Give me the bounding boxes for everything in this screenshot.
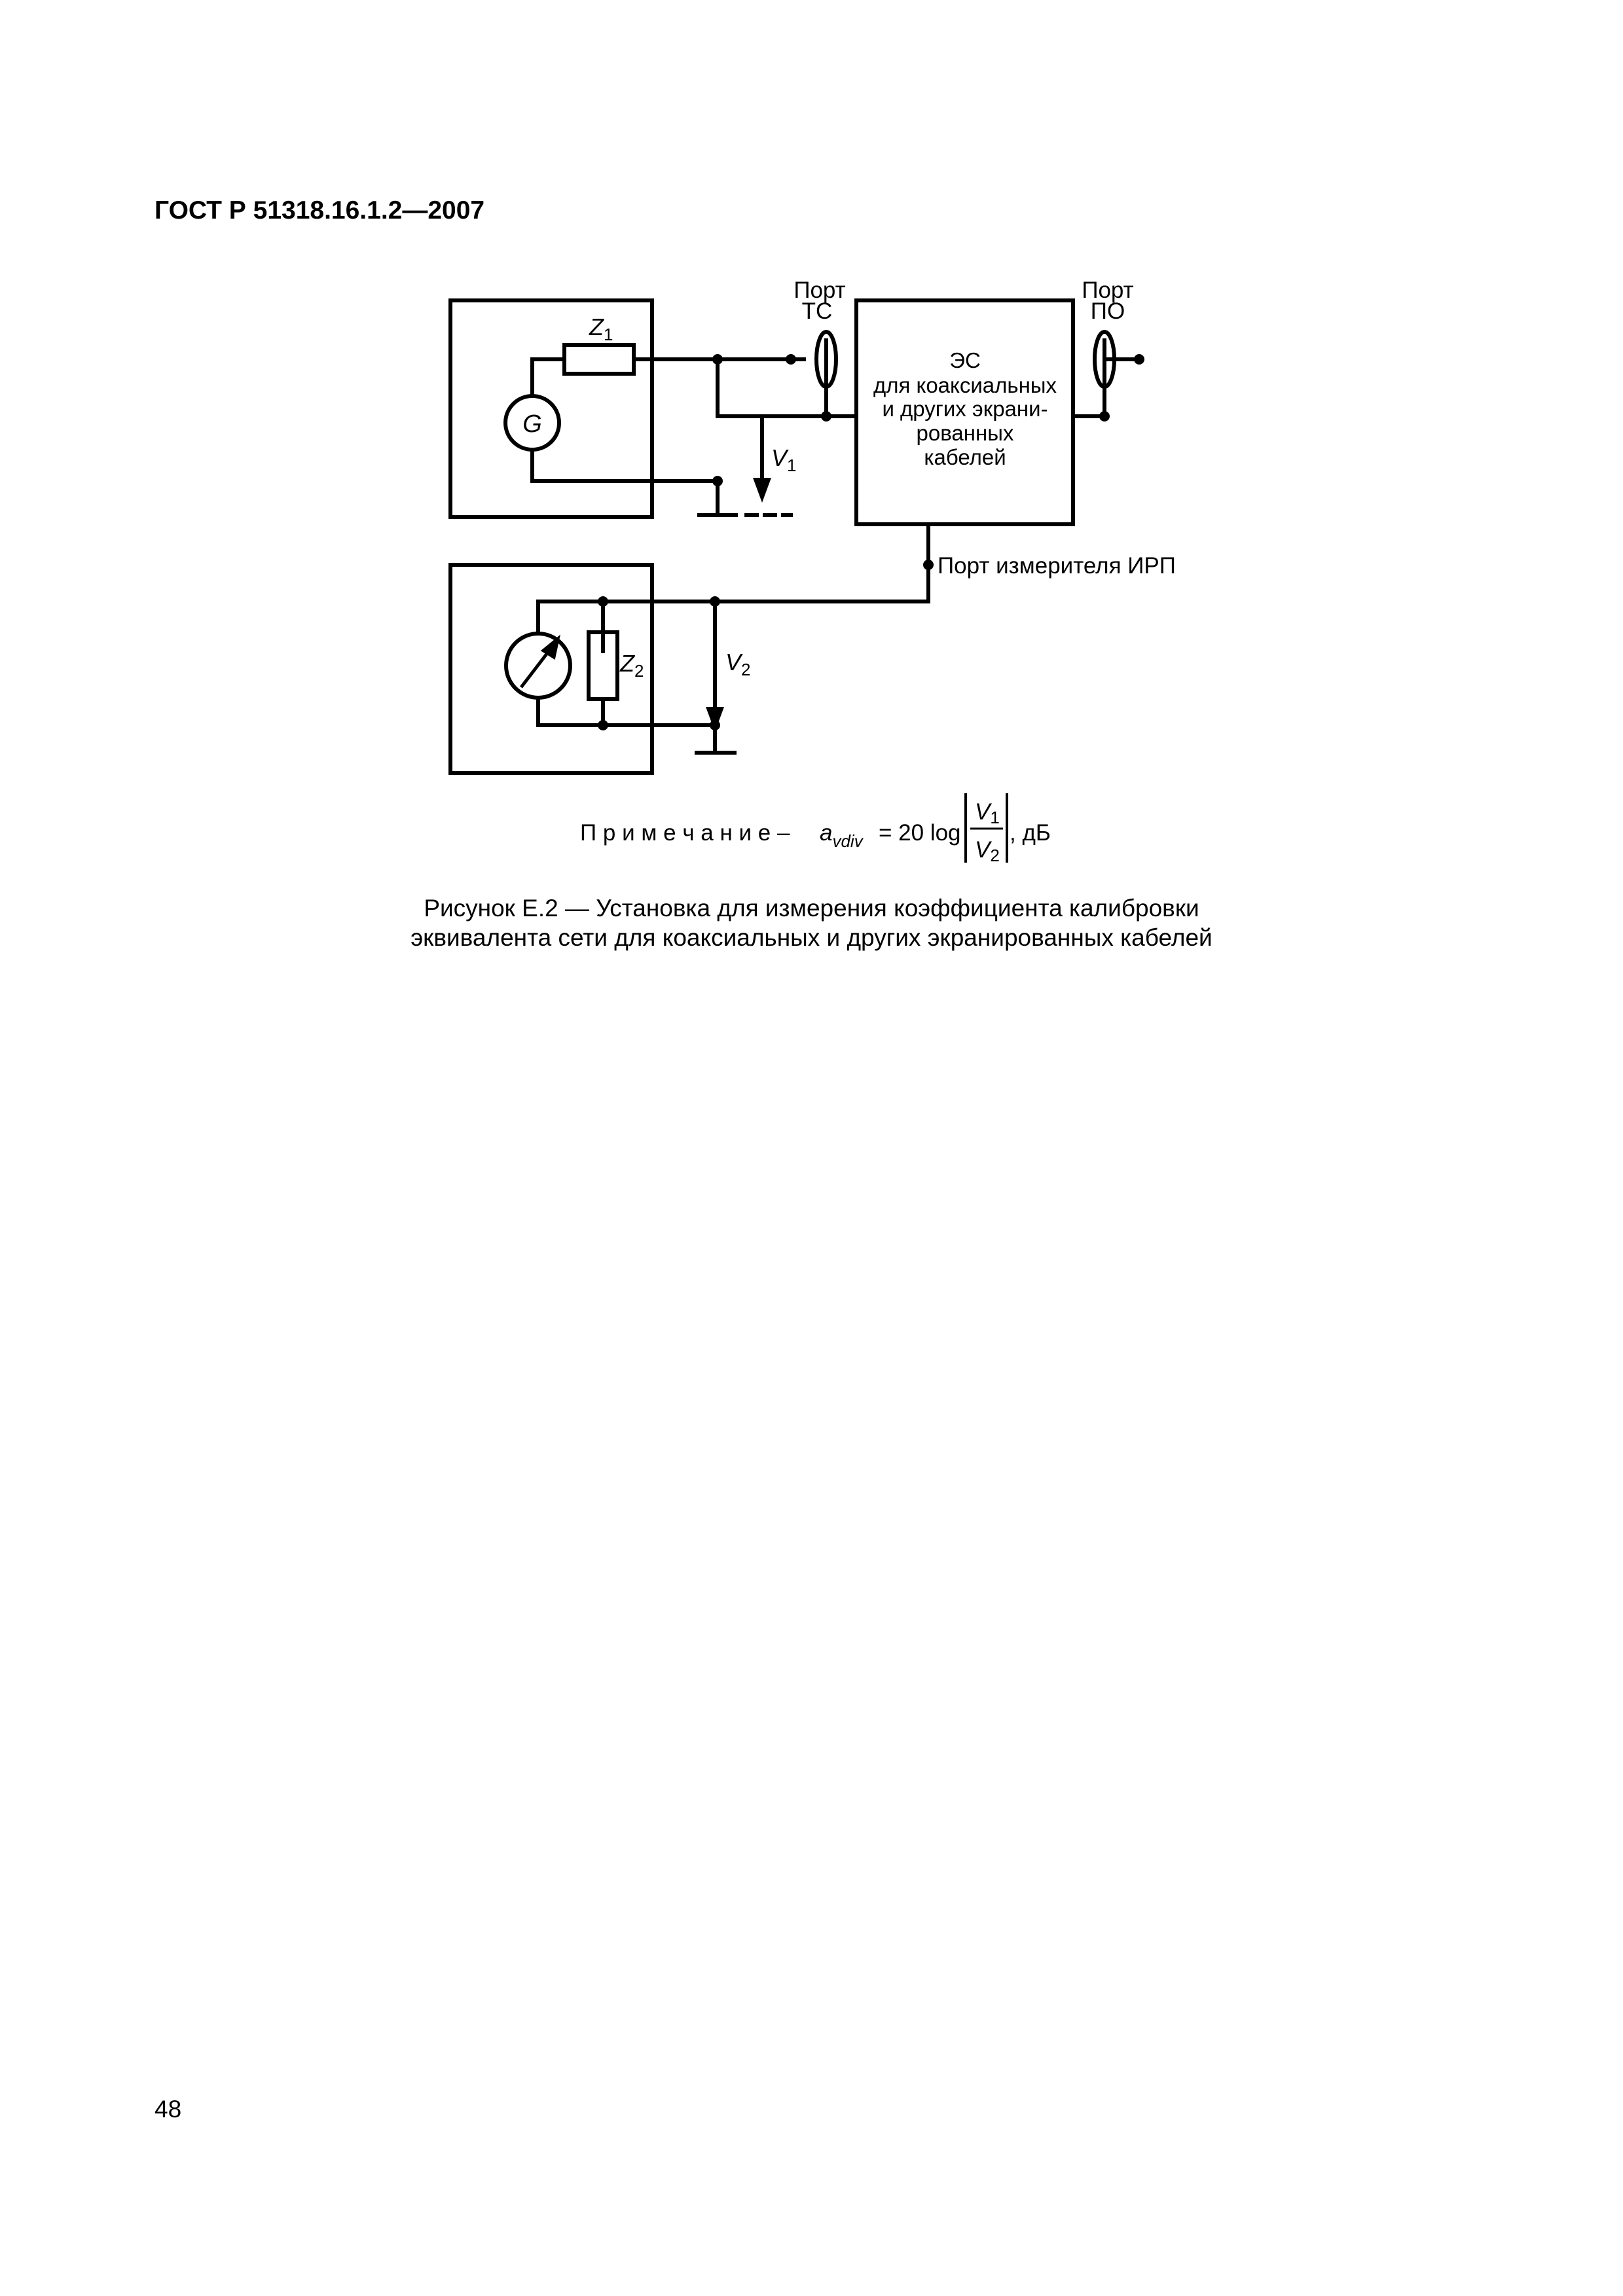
svg-text:для коаксиальных: для коаксиальных — [873, 373, 1057, 397]
v1-arrowhead — [753, 478, 771, 503]
page-number: 48 — [155, 2096, 182, 2123]
es-block-text — [873, 348, 1057, 469]
generator-label: G — [522, 410, 542, 438]
svg-text:, дБ: , дБ — [1010, 820, 1051, 846]
port-irp-label: Порт измерителя ИРП — [938, 553, 1176, 579]
document-header: ГОСТ Р 51318.16.1.2—2007 — [155, 196, 485, 224]
z1-resistor — [564, 345, 634, 374]
port-ts-label-2: ТС — [801, 298, 833, 324]
svg-text:рованных: рованных — [916, 421, 1014, 445]
generator-box — [450, 300, 652, 517]
z2-label: $Z_2$ — [620, 650, 644, 681]
svg-text:ЭС: ЭС — [949, 348, 981, 372]
note-formula — [580, 793, 1051, 865]
svg-text:и других экрани-: и других экрани- — [882, 397, 1048, 421]
svg-text:V1: V1 — [975, 799, 1000, 827]
svg-text:V2: V2 — [975, 837, 1000, 865]
port-po-label-1: Порт — [1082, 278, 1134, 303]
v1-label: $V_1$ — [771, 444, 797, 475]
v2-label: $V_2$ — [725, 649, 751, 679]
z1-label: $Z_1$ — [589, 314, 613, 344]
figure-caption-line-2: эквивалента сети для коаксиальных и других экранированных кабелей — [410, 924, 1213, 951]
svg-text:= 20 log: = 20 log — [879, 820, 961, 846]
port-po-label-2: ПО — [1090, 298, 1125, 324]
circuit-diagram — [0, 0, 1623, 982]
svg-text:П р и м е ч а н и е –: П р и м е ч а н и е – — [580, 820, 790, 846]
port-ts-label-1: Порт — [793, 278, 846, 303]
figure-caption-line-1: Рисунок Е.2 — Установка для измерения коэффициента калибровки — [424, 895, 1199, 922]
svg-text:кабелей: кабелей — [924, 445, 1006, 469]
svg-text:avdiv: $a_{vdiv}$ — [820, 820, 863, 851]
